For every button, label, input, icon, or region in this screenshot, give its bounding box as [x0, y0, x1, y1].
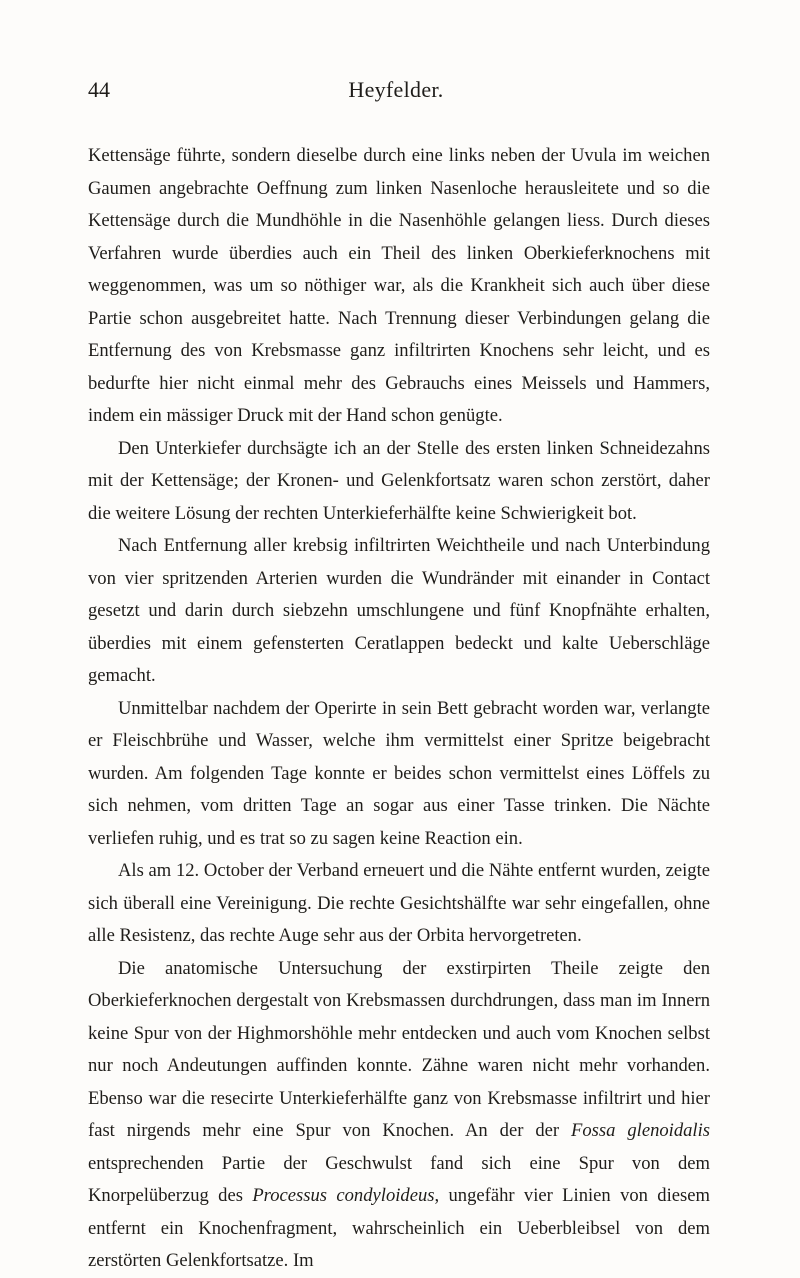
paragraph-3: Nach Entfernung aller krebsig infiltrirten Weichtheile und nach Unterbindung von vier spritzenden Arterien wurden die Wundränder mit einander in Contact gesetzt und darin durch siebzehn umschlungene und fünf Knopfnähte erhalten, überdies mit einem gefensterten Ceratlappen bedeckt und kalte Ueberschläge gemacht.	[88, 535, 710, 686]
page-header	[88, 72, 704, 108]
paragraph-5: Als am 12. October der Verband erneuert und die Nähte entfernt wurden, zeigte sich überall eine Vereinigung. Die rechte Gesichtshälfte war sehr eingefallen, ohne alle Resistenz, das rechte Auge sehr aus der Orbita hervorgetreten.	[88, 860, 710, 946]
paragraph-4: Unmittelbar nachdem der Operirte in sein Bett gebracht worden war, verlangte er Fleischbrühe und Wasser, welche ihm vermittelst einer Spritze beigebracht wurden. Am folgenden Tage konnte er beides schon vermittelst eines Löffels zu sich nehmen, vom dritten Tage an sogar aus einer Tasse trinken. Die Nächte verliefen ruhig, und es trat so zu sagen keine Reaction ein.	[88, 697, 710, 849]
body-text	[88, 140, 710, 1278]
paragraph-6	[88, 953, 710, 1278]
paragraph-6-text-middle: entsprechenden Partie der Geschwulst fand sich eine Spur von dem Knorpelüberzug des	[88, 1152, 710, 1206]
running-title: Heyfelder.	[348, 77, 444, 102]
page-number: 44	[88, 77, 110, 102]
paragraph-1: Kettensäge führte, sondern dieselbe durch eine links neben der Uvula im weichen Gaumen angebrachte Oeffnung zum linken Nasenloche herausleitete und so die Kettensäge durch die Mundhöhle in die Nasenhöhle gelangen liess. Durch dieses Verfahren wurde überdies auch ein Theil des linken Oberkieferknochens mit weggenommen, was um so nöthiger war, als die Krankheit sich auch über diese Partie schon ausgebreitet hatte. Nach Trennung dieser Verbindungen gelang die Entfernung des von Krebsmasse ganz infiltrirten Knochens sehr leicht, und es bedurfte hier nicht einmal mehr des Gebrauchs eines Meissels und Hammers, indem ein mässiger Druck mit der Hand schon genügte.	[88, 145, 710, 426]
paragraph-2: Den Unterkiefer durchsägte ich an der Stelle des ersten linken Schneidezahns mit der Kettensäge; der Kronen- und Gelenkfortsatz waren schon zerstört, daher die weitere Lösung der rechten Unterkieferhälfte keine Schwierigkeit bot.	[88, 437, 710, 524]
paragraph-6-text-start: Die anatomische Untersuchung der exstirpirten Theile zeigte den Oberkieferknochen dergestalt von Krebsmassen durchdrungen, dass man im Innern keine Spur von der Highmorshöhle mehr entdecken und auch vom Knochen selbst nur noch Andeutungen auffinden konnte. Zähne waren nicht mehr vorhanden. Ebenso war die resecirte Unterkieferhälfte ganz von Krebsmasse infiltrirt und hier fast nirgends mehr eine Spur von Knochen. An der der	[88, 957, 710, 1141]
latin-term-processus-condyloideus: Processus condyloideus	[252, 1185, 435, 1206]
latin-term-fossa-glenoidalis: Fossa glenoidalis	[571, 1120, 710, 1141]
paragraph-6-text-end: , ungefähr vier Linien von diesem entfernt ein Knochenfragment, wahrscheinlich ein Ueberbleibsel von dem zerstörten Gelenkfortsatze. Im	[88, 1185, 710, 1271]
